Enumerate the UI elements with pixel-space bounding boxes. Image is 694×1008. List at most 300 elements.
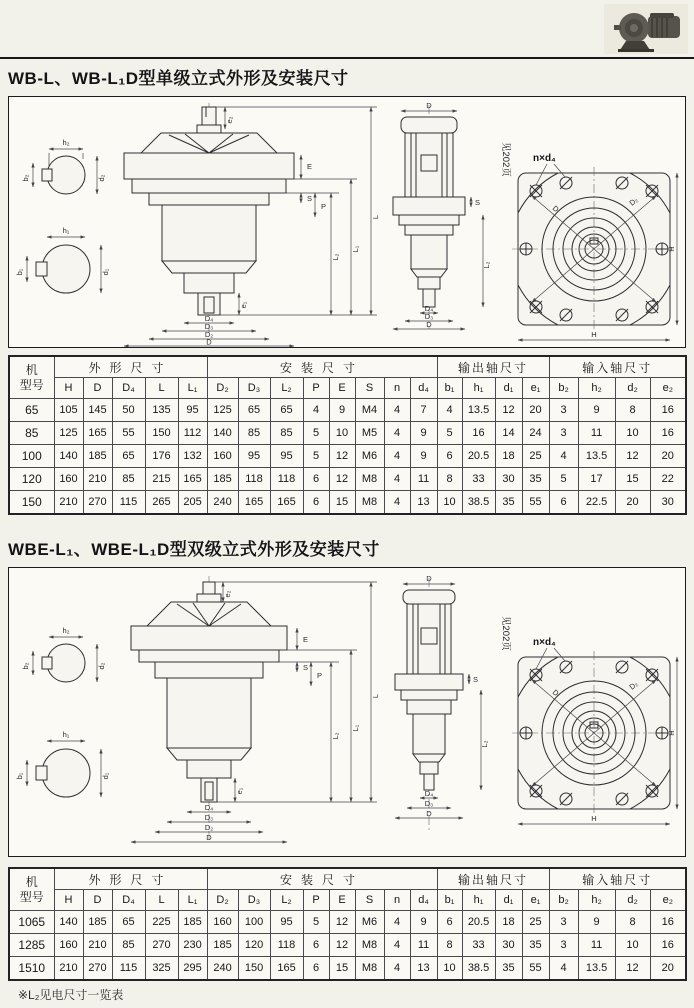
dim-label: h₁ bbox=[62, 730, 70, 739]
dim-label: L₁ bbox=[351, 245, 360, 253]
value-cell: 205 bbox=[178, 491, 207, 515]
value-cell: 13 bbox=[410, 491, 437, 515]
value-cell: M5 bbox=[355, 422, 384, 445]
column-header: S bbox=[355, 890, 384, 911]
see-page-note: 见202页 bbox=[500, 616, 511, 651]
column-header: h₂ bbox=[578, 890, 615, 911]
value-cell: 270 bbox=[83, 491, 112, 515]
column-header: L bbox=[145, 378, 178, 399]
value-cell: 6 bbox=[549, 491, 578, 515]
value-cell: 95 bbox=[270, 911, 303, 934]
value-cell: 4 bbox=[549, 957, 578, 981]
value-cell: 6 bbox=[437, 911, 462, 934]
value-cell: 16 bbox=[650, 911, 686, 934]
value-cell: 15 bbox=[615, 468, 650, 491]
table-header-row-cols bbox=[9, 890, 686, 911]
value-cell: 18 bbox=[495, 911, 522, 934]
input-shaft-section bbox=[21, 626, 106, 682]
column-header: H bbox=[54, 378, 83, 399]
value-cell: 85 bbox=[270, 422, 303, 445]
value-cell: 240 bbox=[207, 957, 238, 981]
dim-label: D₂ bbox=[204, 823, 214, 832]
value-cell: 20.5 bbox=[462, 911, 495, 934]
value-cell: 16 bbox=[650, 934, 686, 957]
value-cell: 35 bbox=[522, 468, 549, 491]
section1-title: WB-L、WB-L₁D型单级立式外形及安装尺寸 bbox=[8, 69, 349, 88]
value-cell: 118 bbox=[270, 468, 303, 491]
value-cell: 10 bbox=[615, 934, 650, 957]
value-cell: 9 bbox=[410, 911, 437, 934]
value-cell: 20 bbox=[650, 445, 686, 468]
value-cell: 13 bbox=[410, 957, 437, 981]
dimension-table-single-stage bbox=[8, 355, 687, 515]
value-cell: 325 bbox=[145, 957, 178, 981]
value-cell: 12 bbox=[615, 445, 650, 468]
value-cell: 270 bbox=[145, 934, 178, 957]
single-stage-drawing-panel bbox=[8, 96, 686, 348]
table-row bbox=[9, 399, 686, 422]
value-cell: M8 bbox=[355, 468, 384, 491]
value-cell: 20 bbox=[615, 491, 650, 515]
value-cell: 5 bbox=[303, 422, 329, 445]
value-cell: 38.5 bbox=[462, 491, 495, 515]
table-row bbox=[9, 934, 686, 957]
value-cell: 9 bbox=[410, 445, 437, 468]
model-cell: 85 bbox=[9, 422, 54, 445]
dim-label: b₂ bbox=[21, 174, 30, 182]
dim-label: H bbox=[667, 730, 676, 736]
model-header-line1: 机 bbox=[25, 363, 38, 378]
value-cell: 140 bbox=[54, 445, 83, 468]
column-header: h₁ bbox=[462, 890, 495, 911]
output-shaft-section bbox=[15, 226, 110, 293]
value-cell: 13.5 bbox=[578, 445, 615, 468]
value-cell: 115 bbox=[112, 957, 145, 981]
value-cell: 9 bbox=[329, 399, 355, 422]
model-header-line2: 型号 bbox=[19, 377, 44, 392]
dim-label: E bbox=[303, 635, 309, 644]
value-cell: M8 bbox=[355, 934, 384, 957]
value-cell: 165 bbox=[238, 491, 270, 515]
column-header: D₃ bbox=[238, 378, 270, 399]
dim-label: S bbox=[303, 663, 309, 672]
column-header: d₂ bbox=[615, 378, 650, 399]
value-cell: 11 bbox=[578, 422, 615, 445]
dim-label: b₁ bbox=[15, 772, 24, 780]
value-cell: 225 bbox=[145, 911, 178, 934]
value-cell: 85 bbox=[238, 422, 270, 445]
footnote: ※L₂见电尺寸一览表 bbox=[18, 988, 124, 1002]
value-cell: 4 bbox=[437, 399, 462, 422]
dim-label: D₃ bbox=[424, 799, 434, 808]
value-cell: 4 bbox=[549, 445, 578, 468]
column-header: d₂ bbox=[615, 890, 650, 911]
value-cell: 12 bbox=[329, 468, 355, 491]
value-cell: 265 bbox=[145, 491, 178, 515]
table-row bbox=[9, 445, 686, 468]
column-header: h₁ bbox=[462, 378, 495, 399]
dim-label: H bbox=[667, 246, 676, 252]
table-row bbox=[9, 957, 686, 981]
value-cell: 230 bbox=[178, 934, 207, 957]
column-header: L₁ bbox=[178, 890, 207, 911]
column-header: h₂ bbox=[578, 378, 615, 399]
value-cell: 125 bbox=[54, 422, 83, 445]
model-column-header bbox=[9, 868, 54, 911]
value-cell: 11 bbox=[578, 934, 615, 957]
column-header: L₂ bbox=[270, 378, 303, 399]
value-cell: 160 bbox=[54, 934, 83, 957]
column-header: e₁ bbox=[522, 378, 549, 399]
value-cell: 24 bbox=[522, 422, 549, 445]
dim-label: D₂ bbox=[627, 195, 640, 208]
value-cell: 95 bbox=[238, 445, 270, 468]
column-header: b₁ bbox=[437, 378, 462, 399]
value-cell: 55 bbox=[522, 957, 549, 981]
value-cell: 8 bbox=[437, 934, 462, 957]
value-cell: 140 bbox=[54, 911, 83, 934]
value-cell: 16 bbox=[650, 399, 686, 422]
value-cell: 160 bbox=[207, 445, 238, 468]
flange-plan-view bbox=[512, 637, 677, 824]
table-header-row-groups bbox=[9, 868, 686, 890]
dim-label: D₄ bbox=[204, 803, 214, 812]
dim-label: D bbox=[550, 687, 561, 699]
group-header-mounting: 安装尺寸 bbox=[207, 868, 437, 890]
value-cell: 9 bbox=[410, 422, 437, 445]
model-cell: 150 bbox=[9, 491, 54, 515]
column-header: b₂ bbox=[549, 890, 578, 911]
value-cell: 135 bbox=[145, 399, 178, 422]
value-cell: 13.5 bbox=[578, 957, 615, 981]
value-cell: 115 bbox=[112, 491, 145, 515]
column-header: b₂ bbox=[549, 378, 578, 399]
column-header: d₁ bbox=[495, 890, 522, 911]
dim-label: d₁ bbox=[101, 772, 110, 780]
value-cell: 55 bbox=[522, 491, 549, 515]
dim-label: L₂ bbox=[482, 261, 491, 269]
dim-label: L bbox=[371, 214, 380, 220]
value-cell: 11 bbox=[410, 934, 437, 957]
dim-label: b₂ bbox=[21, 662, 30, 670]
column-header: n bbox=[384, 378, 410, 399]
column-header: P bbox=[303, 890, 329, 911]
table1-body bbox=[9, 399, 686, 515]
value-cell: 210 bbox=[54, 491, 83, 515]
column-header: E bbox=[329, 378, 355, 399]
dim-label: D₃ bbox=[204, 813, 214, 822]
double-stage-drawing-panel bbox=[8, 567, 686, 857]
column-header: H bbox=[54, 890, 83, 911]
dim-label: D₂ bbox=[627, 679, 640, 692]
value-cell: 16 bbox=[650, 422, 686, 445]
dim-label: D bbox=[426, 101, 432, 110]
value-cell: 165 bbox=[270, 957, 303, 981]
value-cell: 16 bbox=[462, 422, 495, 445]
dim-label: L₁ bbox=[351, 724, 360, 732]
dim-label: D₄ bbox=[424, 304, 434, 313]
value-cell: 20 bbox=[650, 957, 686, 981]
group-header-input-shaft: 输入轴尺寸 bbox=[549, 868, 686, 890]
column-header: d₄ bbox=[410, 378, 437, 399]
column-header: n bbox=[384, 890, 410, 911]
value-cell: 6 bbox=[303, 491, 329, 515]
group-header-mounting: 安装尺寸 bbox=[207, 356, 437, 378]
column-header: e₂ bbox=[650, 378, 686, 399]
input-shaft-section bbox=[21, 138, 106, 194]
value-cell: 4 bbox=[384, 468, 410, 491]
value-cell: 105 bbox=[54, 399, 83, 422]
dim-label: D bbox=[550, 203, 561, 215]
value-cell: 35 bbox=[495, 491, 522, 515]
dim-label: L₂ bbox=[331, 732, 340, 740]
dim-label: h₂ bbox=[62, 626, 70, 635]
value-cell: 295 bbox=[178, 957, 207, 981]
group-header-input-shaft: 输入轴尺寸 bbox=[549, 356, 686, 378]
value-cell: 6 bbox=[437, 445, 462, 468]
table-row bbox=[9, 422, 686, 445]
dim-label: D₄ bbox=[204, 314, 214, 323]
value-cell: M8 bbox=[355, 491, 384, 515]
value-cell: 4 bbox=[384, 422, 410, 445]
dim-label: D bbox=[426, 809, 432, 818]
column-header: D₃ bbox=[238, 890, 270, 911]
value-cell: 22 bbox=[650, 468, 686, 491]
value-cell: 185 bbox=[83, 445, 112, 468]
column-header: d₁ bbox=[495, 378, 522, 399]
value-cell: 150 bbox=[145, 422, 178, 445]
dim-label: E bbox=[307, 162, 313, 171]
value-cell: 25 bbox=[522, 911, 549, 934]
model-header-line2: 型号 bbox=[19, 889, 44, 904]
value-cell: 11 bbox=[410, 468, 437, 491]
column-header: e₁ bbox=[522, 890, 549, 911]
dim-label: S bbox=[307, 194, 313, 203]
double-stage-drawing bbox=[9, 568, 684, 856]
group-header-output-shaft: 输出轴尺寸 bbox=[437, 356, 549, 378]
value-cell: 210 bbox=[54, 957, 83, 981]
value-cell: 8 bbox=[437, 468, 462, 491]
dim-label: D bbox=[426, 320, 432, 329]
page-header bbox=[0, 0, 694, 59]
dim-label: L₂ bbox=[480, 740, 489, 748]
column-header: E bbox=[329, 890, 355, 911]
value-cell: 35 bbox=[495, 957, 522, 981]
model-cell: 1065 bbox=[9, 911, 54, 934]
single-stage-drawing bbox=[9, 97, 684, 347]
value-cell: 4 bbox=[384, 399, 410, 422]
model-header-line1: 机 bbox=[25, 875, 38, 890]
column-header: D₄ bbox=[112, 890, 145, 911]
model-cell: 120 bbox=[9, 468, 54, 491]
dim-label: D₂ bbox=[204, 330, 214, 339]
value-cell: 145 bbox=[83, 399, 112, 422]
dim-label: S bbox=[473, 675, 479, 684]
dim-label: h₁ bbox=[62, 226, 70, 235]
value-cell: 20.5 bbox=[462, 445, 495, 468]
value-cell: 165 bbox=[270, 491, 303, 515]
value-cell: 210 bbox=[83, 468, 112, 491]
value-cell: 215 bbox=[145, 468, 178, 491]
value-cell: 65 bbox=[112, 911, 145, 934]
value-cell: 10 bbox=[615, 422, 650, 445]
value-cell: 12 bbox=[495, 399, 522, 422]
value-cell: 15 bbox=[329, 957, 355, 981]
value-cell: 100 bbox=[238, 911, 270, 934]
value-cell: 5 bbox=[303, 911, 329, 934]
value-cell: 8 bbox=[615, 399, 650, 422]
value-cell: 22.5 bbox=[578, 491, 615, 515]
value-cell: 10 bbox=[437, 491, 462, 515]
value-cell: 20 bbox=[522, 399, 549, 422]
dim-label: d₂ bbox=[97, 174, 106, 182]
value-cell: 4 bbox=[384, 491, 410, 515]
value-cell: 6 bbox=[303, 957, 329, 981]
value-cell: M4 bbox=[355, 399, 384, 422]
value-cell: 12 bbox=[329, 445, 355, 468]
dim-label: P bbox=[317, 671, 323, 680]
value-cell: 5 bbox=[549, 468, 578, 491]
value-cell: 10 bbox=[329, 422, 355, 445]
column-header: L₂ bbox=[270, 890, 303, 911]
motorized-front-view bbox=[395, 574, 511, 830]
column-header: L bbox=[145, 890, 178, 911]
value-cell: 240 bbox=[207, 491, 238, 515]
value-cell: 160 bbox=[207, 911, 238, 934]
value-cell: 12 bbox=[329, 934, 355, 957]
dim-label: e₁ bbox=[239, 301, 248, 309]
value-cell: M6 bbox=[355, 445, 384, 468]
value-cell: 6 bbox=[303, 468, 329, 491]
value-cell: 4 bbox=[384, 911, 410, 934]
value-cell: 38.5 bbox=[462, 957, 495, 981]
model-column-header bbox=[9, 356, 54, 399]
dim-label: H bbox=[591, 814, 597, 823]
group-header-outline: 外形尺寸 bbox=[54, 356, 207, 378]
table2-body bbox=[9, 911, 686, 981]
dim-label: h₂ bbox=[62, 138, 70, 147]
column-header: S bbox=[355, 378, 384, 399]
dim-label: D bbox=[206, 337, 212, 347]
column-header: D bbox=[83, 378, 112, 399]
value-cell: 4 bbox=[384, 934, 410, 957]
dim-label: D bbox=[206, 833, 212, 842]
motorized-front-view bbox=[393, 101, 511, 329]
value-cell: 9 bbox=[578, 399, 615, 422]
value-cell: 185 bbox=[207, 934, 238, 957]
column-header: d₄ bbox=[410, 890, 437, 911]
value-cell: 3 bbox=[549, 934, 578, 957]
dim-label: D₄ bbox=[424, 789, 434, 798]
value-cell: 50 bbox=[112, 399, 145, 422]
value-cell: 33 bbox=[462, 468, 495, 491]
value-cell: 185 bbox=[178, 911, 207, 934]
dim-label: b₁ bbox=[15, 268, 24, 276]
value-cell: 118 bbox=[238, 468, 270, 491]
value-cell: 65 bbox=[238, 399, 270, 422]
value-cell: 165 bbox=[178, 468, 207, 491]
value-cell: 55 bbox=[112, 422, 145, 445]
column-header: e₂ bbox=[650, 890, 686, 911]
table-row bbox=[9, 491, 686, 515]
dim-label: D₃ bbox=[204, 322, 214, 331]
value-cell: 6 bbox=[303, 934, 329, 957]
dim-label: e₂ bbox=[223, 590, 232, 598]
bolt-count-label: n×d₄ bbox=[533, 153, 556, 164]
value-cell: 65 bbox=[270, 399, 303, 422]
value-cell: 33 bbox=[462, 934, 495, 957]
value-cell: 65 bbox=[112, 445, 145, 468]
value-cell: 3 bbox=[549, 911, 578, 934]
value-cell: 118 bbox=[270, 934, 303, 957]
value-cell: 12 bbox=[329, 911, 355, 934]
reducer-front-view bbox=[124, 103, 380, 347]
column-header: D₂ bbox=[207, 890, 238, 911]
value-cell: 4 bbox=[303, 399, 329, 422]
group-header-output-shaft: 输出轴尺寸 bbox=[437, 868, 549, 890]
table-header-row-cols bbox=[9, 378, 686, 399]
value-cell: 10 bbox=[437, 957, 462, 981]
column-header: D bbox=[83, 890, 112, 911]
value-cell: 25 bbox=[522, 445, 549, 468]
value-cell: 150 bbox=[238, 957, 270, 981]
output-shaft-section bbox=[15, 730, 110, 797]
value-cell: 35 bbox=[522, 934, 549, 957]
value-cell: 3 bbox=[549, 422, 578, 445]
value-cell: 95 bbox=[270, 445, 303, 468]
value-cell: 112 bbox=[178, 422, 207, 445]
value-cell: 17 bbox=[578, 468, 615, 491]
value-cell: 176 bbox=[145, 445, 178, 468]
value-cell: 14 bbox=[495, 422, 522, 445]
value-cell: 85 bbox=[112, 934, 145, 957]
dimension-table-double-stage bbox=[8, 867, 687, 981]
dim-label: d₂ bbox=[97, 662, 106, 670]
value-cell: 95 bbox=[178, 399, 207, 422]
value-cell: 4 bbox=[384, 957, 410, 981]
table-header-row-groups bbox=[9, 356, 686, 378]
value-cell: 160 bbox=[54, 468, 83, 491]
value-cell: 165 bbox=[83, 422, 112, 445]
value-cell: 12 bbox=[615, 957, 650, 981]
value-cell: 8 bbox=[615, 911, 650, 934]
column-header: b₁ bbox=[437, 890, 462, 911]
value-cell: 270 bbox=[83, 957, 112, 981]
gear-reducer-photo bbox=[604, 4, 688, 54]
see-page-note: 见202页 bbox=[500, 142, 511, 177]
value-cell: 15 bbox=[329, 491, 355, 515]
model-cell: 1510 bbox=[9, 957, 54, 981]
dim-label: e₂ bbox=[225, 116, 234, 124]
value-cell: 4 bbox=[384, 445, 410, 468]
value-cell: 185 bbox=[83, 911, 112, 934]
value-cell: 18 bbox=[495, 445, 522, 468]
table-row bbox=[9, 911, 686, 934]
flange-plan-view bbox=[512, 153, 677, 340]
value-cell: 30 bbox=[650, 491, 686, 515]
column-header: L₁ bbox=[178, 378, 207, 399]
value-cell: 30 bbox=[495, 468, 522, 491]
dim-label: d₁ bbox=[101, 268, 110, 276]
column-header: D₂ bbox=[207, 378, 238, 399]
section2-title: WBE-L₁、WBE-L₁D型双级立式外形及安装尺寸 bbox=[8, 540, 380, 559]
value-cell: 120 bbox=[238, 934, 270, 957]
dim-label: H bbox=[591, 330, 597, 339]
model-cell: 65 bbox=[9, 399, 54, 422]
value-cell: 185 bbox=[207, 468, 238, 491]
value-cell: 7 bbox=[410, 399, 437, 422]
model-cell: 1285 bbox=[9, 934, 54, 957]
